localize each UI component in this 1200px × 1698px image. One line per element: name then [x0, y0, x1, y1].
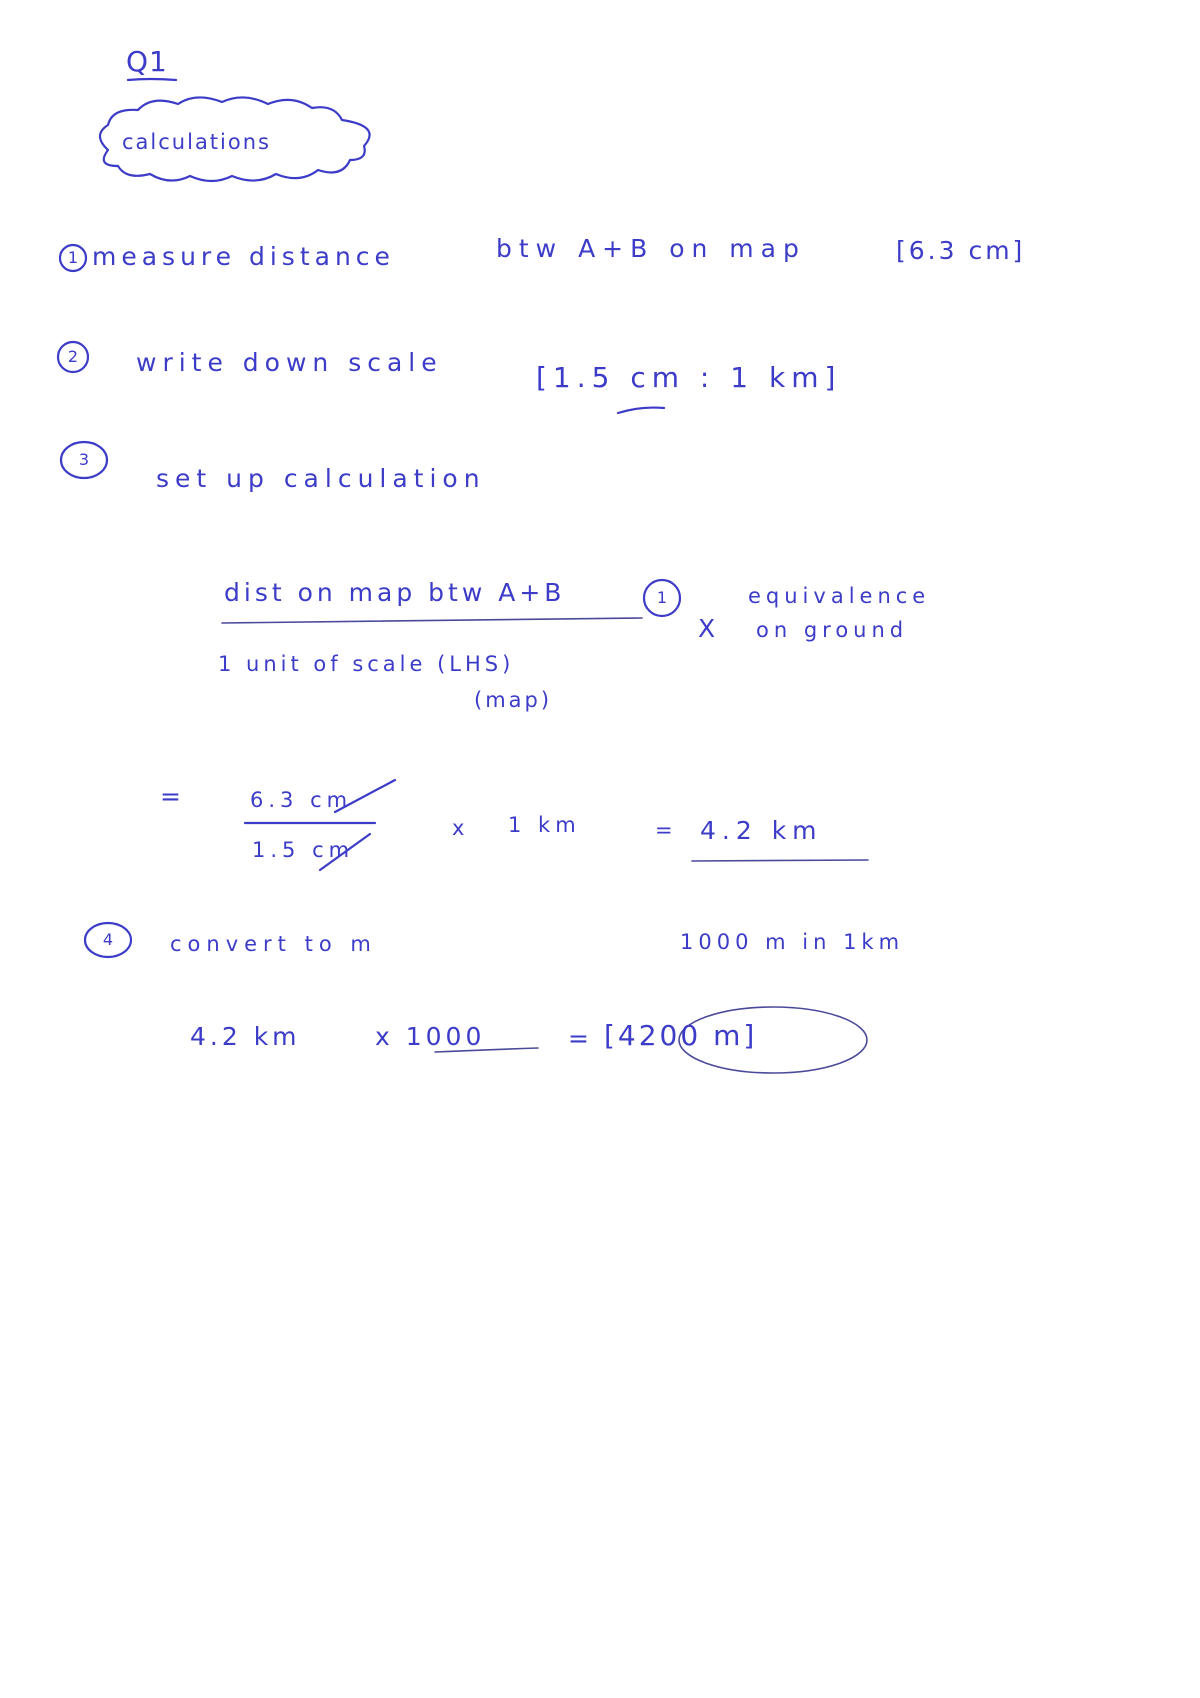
- equivalence-line-1: equivalence: [748, 584, 931, 608]
- formula-times: X: [698, 614, 721, 643]
- working-numerator: 6.3 cm: [250, 788, 353, 812]
- step-4-number: 4: [102, 930, 114, 949]
- formula-denominator-sub: (map): [474, 688, 553, 712]
- step-2-value: [1.5 cm : 1 km]: [536, 361, 842, 394]
- step-4-text: convert to m: [170, 932, 377, 956]
- formula-numerator-ref: 1: [656, 588, 668, 607]
- step-2-number: 2: [67, 347, 79, 366]
- step-3-number: 3: [78, 450, 90, 469]
- cloud-label: calculations: [122, 130, 271, 154]
- result-underline: [692, 860, 868, 861]
- step-1-value: [6.3 cm]: [896, 236, 1026, 265]
- step-3-text: set up calculation: [156, 464, 486, 493]
- equivalence-line-2: on ground: [756, 618, 909, 642]
- conversion-answer: [4200 m]: [604, 1019, 758, 1052]
- scale-underline: [618, 408, 664, 413]
- step-1-number: 1: [67, 248, 79, 267]
- working-factor: 1 km: [508, 813, 581, 837]
- q1-underline: [128, 79, 176, 80]
- conversion-lhs: 4.2 km: [190, 1022, 301, 1051]
- formula-denominator: 1 unit of scale (LHS): [218, 652, 515, 676]
- formula-numerator: dist on map btw A+B: [224, 578, 566, 607]
- conversion-times: x 1000: [375, 1022, 486, 1051]
- working-result-equals: =: [655, 818, 678, 842]
- working-times: x: [452, 816, 470, 840]
- working-result: 4.2 km: [700, 816, 823, 845]
- conversion-equals: =: [568, 1024, 594, 1053]
- working-denominator: 1.5 cm: [252, 838, 355, 862]
- step-1-text-2: btw A+B on map: [496, 234, 806, 263]
- step-2-text: write down scale: [136, 348, 443, 377]
- working-equals: =: [160, 782, 186, 811]
- step-1-text: measure distance: [92, 242, 395, 271]
- question-number: Q1: [126, 45, 168, 78]
- formula-fraction-bar: [222, 618, 642, 623]
- step-4-note: 1000 m in 1km: [680, 930, 905, 954]
